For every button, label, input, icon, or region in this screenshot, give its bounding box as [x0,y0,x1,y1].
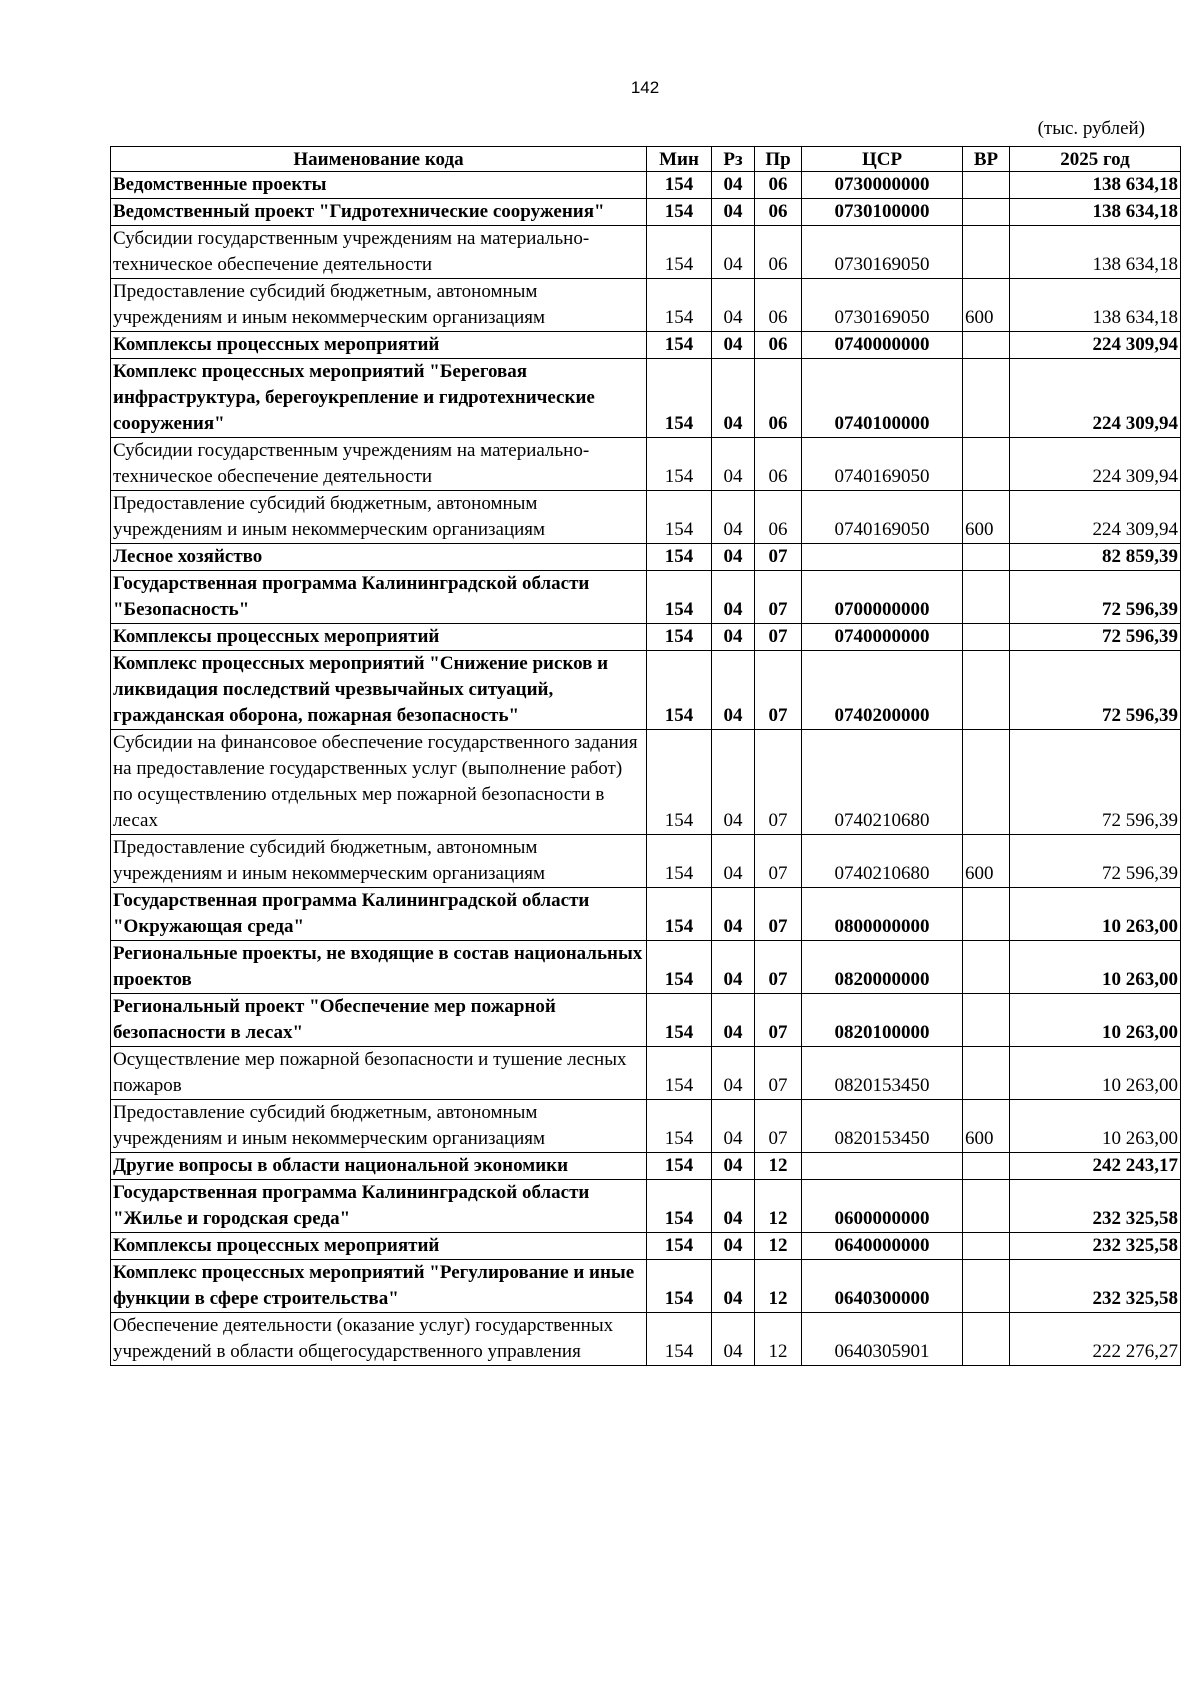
header-name: Наименование кода [111,147,647,172]
cell-vr [963,544,1010,571]
cell-sum: 224 309,94 [1010,491,1181,544]
table-row [111,835,1181,888]
table-row [111,359,1181,438]
cell-vr [963,1233,1010,1260]
cell-name: Субсидии на финансовое обеспечение государственного задания на предоставление государственных услуг (выполнение работ) по осуществлению отдельных мер пожарной безопасности в лесах [111,730,647,835]
header-pr: Пр [755,147,802,172]
cell-min: 154 [647,941,712,994]
table-row [111,172,1181,199]
cell-sum: 232 325,58 [1010,1180,1181,1233]
cell-name: Комплексы процессных мероприятий [111,624,647,651]
table-header-row [111,147,1181,172]
cell-sum: 138 634,18 [1010,172,1181,199]
header-csr: ЦСР [802,147,963,172]
cell-vr [963,1047,1010,1100]
cell-rz: 04 [712,1180,755,1233]
cell-min: 154 [647,226,712,279]
cell-csr: 0730000000 [802,172,963,199]
cell-pr: 06 [755,491,802,544]
cell-name: Предоставление субсидий бюджетным, автономным учреждениям и иным некоммерческим организациям [111,835,647,888]
cell-name: Комплексы процессных мероприятий [111,332,647,359]
table-row [111,1180,1181,1233]
cell-vr: 600 [963,1100,1010,1153]
cell-min: 154 [647,994,712,1047]
cell-pr: 06 [755,359,802,438]
cell-sum: 222 276,27 [1010,1313,1181,1366]
cell-csr: 0740169050 [802,438,963,491]
cell-csr: 0740100000 [802,359,963,438]
cell-pr: 06 [755,438,802,491]
cell-csr [802,544,963,571]
cell-name: Государственная программа Калининградской области "Окружающая среда" [111,888,647,941]
cell-rz: 04 [712,730,755,835]
cell-min: 154 [647,491,712,544]
cell-min: 154 [647,1047,712,1100]
cell-min: 154 [647,1233,712,1260]
cell-rz: 04 [712,624,755,651]
cell-min: 154 [647,1180,712,1233]
header-rz: Рз [712,147,755,172]
cell-sum: 72 596,39 [1010,651,1181,730]
cell-pr: 06 [755,172,802,199]
cell-min: 154 [647,172,712,199]
cell-sum: 232 325,58 [1010,1260,1181,1313]
cell-vr [963,1260,1010,1313]
cell-min: 154 [647,1313,712,1366]
cell-vr: 600 [963,491,1010,544]
cell-pr: 07 [755,624,802,651]
cell-rz: 04 [712,199,755,226]
cell-pr: 06 [755,199,802,226]
table-row [111,1100,1181,1153]
cell-min: 154 [647,332,712,359]
cell-rz: 04 [712,544,755,571]
cell-name: Комплекс процессных мероприятий "Снижение рисков и ликвидация последствий чрезвычайных ситуаций, гражданская оборона, пожарная безопасность" [111,651,647,730]
table-row [111,571,1181,624]
cell-pr: 07 [755,651,802,730]
cell-sum: 72 596,39 [1010,835,1181,888]
cell-min: 154 [647,1260,712,1313]
cell-rz: 04 [712,651,755,730]
cell-csr: 0730169050 [802,279,963,332]
cell-name: Комплекс процессных мероприятий "Регулирование и иные функции в сфере строительства" [111,1260,647,1313]
cell-pr: 07 [755,544,802,571]
cell-csr: 0700000000 [802,571,963,624]
cell-csr: 0740000000 [802,624,963,651]
cell-csr: 0820000000 [802,941,963,994]
cell-pr: 12 [755,1233,802,1260]
cell-rz: 04 [712,491,755,544]
table-row [111,651,1181,730]
cell-name: Субсидии государственным учреждениям на материально-техническое обеспечение деятельности [111,226,647,279]
cell-sum: 72 596,39 [1010,571,1181,624]
cell-rz: 04 [712,1100,755,1153]
cell-min: 154 [647,359,712,438]
cell-pr: 12 [755,1180,802,1233]
cell-name: Осуществление мер пожарной безопасности и тушение лесных пожаров [111,1047,647,1100]
cell-csr: 0820153450 [802,1100,963,1153]
cell-sum: 224 309,94 [1010,359,1181,438]
cell-sum: 10 263,00 [1010,994,1181,1047]
cell-sum: 10 263,00 [1010,1100,1181,1153]
cell-pr: 06 [755,226,802,279]
cell-pr: 07 [755,888,802,941]
table-row [111,941,1181,994]
cell-rz: 04 [712,941,755,994]
cell-vr [963,1180,1010,1233]
table-row [111,1313,1181,1366]
cell-csr: 0640300000 [802,1260,963,1313]
cell-sum: 82 859,39 [1010,544,1181,571]
cell-csr: 0740210680 [802,835,963,888]
cell-pr: 07 [755,571,802,624]
cell-sum: 138 634,18 [1010,226,1181,279]
table-row [111,1260,1181,1313]
cell-name: Государственная программа Калининградской области "Жилье и городская среда" [111,1180,647,1233]
cell-pr: 07 [755,835,802,888]
cell-name: Другие вопросы в области национальной экономики [111,1153,647,1180]
cell-vr: 600 [963,835,1010,888]
cell-rz: 04 [712,172,755,199]
table-row [111,994,1181,1047]
cell-csr: 0820100000 [802,994,963,1047]
cell-rz: 04 [712,226,755,279]
cell-min: 154 [647,199,712,226]
cell-vr [963,332,1010,359]
cell-sum: 10 263,00 [1010,941,1181,994]
cell-csr [802,1153,963,1180]
cell-csr: 0740210680 [802,730,963,835]
cell-rz: 04 [712,1233,755,1260]
cell-rz: 04 [712,1313,755,1366]
cell-pr: 07 [755,994,802,1047]
cell-min: 154 [647,651,712,730]
cell-csr: 0800000000 [802,888,963,941]
cell-name: Предоставление субсидий бюджетным, автономным учреждениям и иным некоммерческим организациям [111,1100,647,1153]
cell-min: 154 [647,888,712,941]
table-row [111,226,1181,279]
cell-name: Комплексы процессных мероприятий [111,1233,647,1260]
cell-vr [963,1153,1010,1180]
table-row [111,888,1181,941]
cell-name: Субсидии государственным учреждениям на материально-техническое обеспечение деятельности [111,438,647,491]
cell-csr: 0640000000 [802,1233,963,1260]
cell-name: Предоставление субсидий бюджетным, автономным учреждениям и иным некоммерческим организациям [111,491,647,544]
cell-name: Предоставление субсидий бюджетным, автономным учреждениям и иным некоммерческим организациям [111,279,647,332]
cell-sum: 232 325,58 [1010,1233,1181,1260]
cell-sum: 10 263,00 [1010,888,1181,941]
cell-rz: 04 [712,835,755,888]
budget-table [110,146,1181,1366]
cell-sum: 224 309,94 [1010,438,1181,491]
cell-name: Комплекс процессных мероприятий "Береговая инфраструктура, берегоукрепление и гидротехнические сооружения" [111,359,647,438]
cell-csr: 0730169050 [802,226,963,279]
cell-csr: 0740000000 [802,332,963,359]
cell-min: 154 [647,624,712,651]
table-row [111,438,1181,491]
cell-vr [963,172,1010,199]
cell-sum: 138 634,18 [1010,279,1181,332]
cell-name: Ведомственный проект "Гидротехнические сооружения" [111,199,647,226]
cell-vr [963,1313,1010,1366]
cell-min: 154 [647,279,712,332]
table-row [111,491,1181,544]
cell-name: Государственная программа Калининградской области "Безопасность" [111,571,647,624]
cell-vr [963,624,1010,651]
cell-rz: 04 [712,438,755,491]
table-row [111,199,1181,226]
cell-sum: 72 596,39 [1010,624,1181,651]
cell-name: Обеспечение деятельности (оказание услуг) государственных учреждений в области общегосударственного управления [111,1313,647,1366]
cell-min: 154 [647,730,712,835]
table-row [111,332,1181,359]
cell-csr: 0730100000 [802,199,963,226]
cell-pr: 07 [755,1047,802,1100]
table-row [111,1233,1181,1260]
cell-vr [963,888,1010,941]
cell-rz: 04 [712,1260,755,1313]
cell-name: Региональный проект "Обеспечение мер пожарной безопасности в лесах" [111,994,647,1047]
cell-pr: 06 [755,332,802,359]
cell-rz: 04 [712,332,755,359]
cell-min: 154 [647,571,712,624]
cell-min: 154 [647,835,712,888]
cell-rz: 04 [712,571,755,624]
table-row [111,624,1181,651]
cell-min: 154 [647,438,712,491]
cell-vr [963,571,1010,624]
cell-csr: 0820153450 [802,1047,963,1100]
cell-pr: 07 [755,1100,802,1153]
cell-vr [963,651,1010,730]
cell-rz: 04 [712,279,755,332]
cell-rz: 04 [712,1153,755,1180]
cell-rz: 04 [712,1047,755,1100]
cell-csr: 0640305901 [802,1313,963,1366]
cell-sum: 138 634,18 [1010,199,1181,226]
cell-pr: 12 [755,1313,802,1366]
cell-sum: 224 309,94 [1010,332,1181,359]
cell-rz: 04 [712,994,755,1047]
page-number: 142 [630,78,660,97]
table-row [111,1153,1181,1180]
cell-min: 154 [647,1153,712,1180]
cell-pr: 06 [755,279,802,332]
cell-name: Региональные проекты, не входящие в состав национальных проектов [111,941,647,994]
table-body [111,172,1181,1366]
header-sum: 2025 год [1010,147,1181,172]
cell-pr: 07 [755,941,802,994]
cell-rz: 04 [712,888,755,941]
cell-vr [963,226,1010,279]
table-row [111,544,1181,571]
cell-sum: 10 263,00 [1010,1047,1181,1100]
cell-name: Ведомственные проекты [111,172,647,199]
cell-rz: 04 [712,359,755,438]
cell-csr: 0600000000 [802,1180,963,1233]
table-row [111,279,1181,332]
table-row [111,1047,1181,1100]
units-note: (тыс. рублей) [1037,118,1145,139]
cell-csr: 0740169050 [802,491,963,544]
header-min: Мин [647,147,712,172]
header-vr: ВР [963,147,1010,172]
cell-vr [963,730,1010,835]
cell-vr: 600 [963,279,1010,332]
cell-pr: 12 [755,1260,802,1313]
cell-vr [963,359,1010,438]
cell-vr [963,941,1010,994]
cell-min: 154 [647,544,712,571]
cell-min: 154 [647,1100,712,1153]
cell-name: Лесное хозяйство [111,544,647,571]
cell-sum: 242 243,17 [1010,1153,1181,1180]
table-row [111,730,1181,835]
cell-sum: 72 596,39 [1010,730,1181,835]
cell-csr: 0740200000 [802,651,963,730]
cell-vr [963,438,1010,491]
cell-pr: 07 [755,730,802,835]
cell-vr [963,199,1010,226]
cell-pr: 12 [755,1153,802,1180]
cell-vr [963,994,1010,1047]
